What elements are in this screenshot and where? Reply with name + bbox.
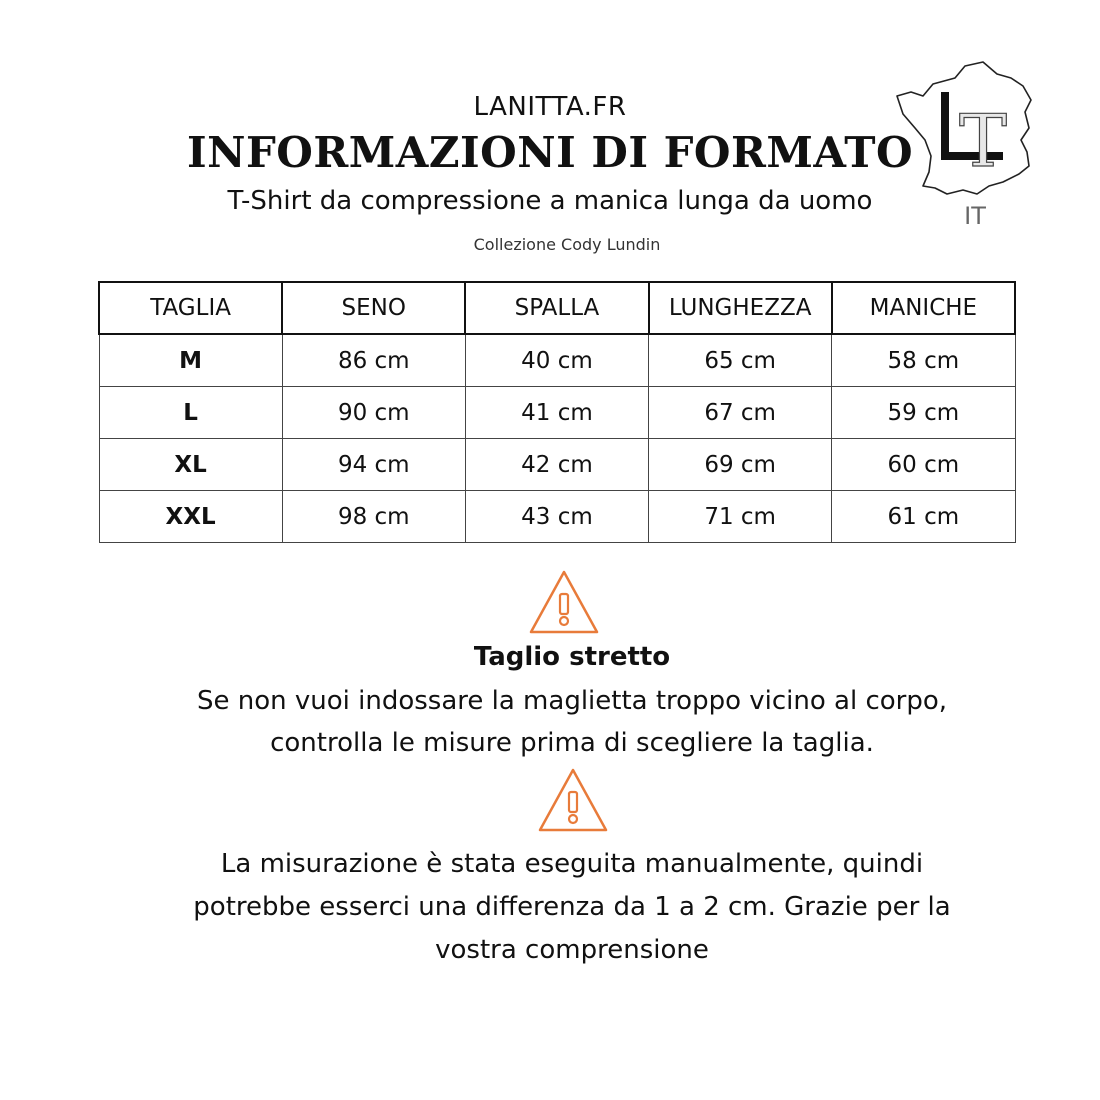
cell-spalla: 42 cm xyxy=(465,439,648,491)
size-table xyxy=(98,281,1016,543)
cell-spalla: 41 cm xyxy=(465,387,648,439)
measurement-note xyxy=(0,843,1100,972)
page-title: INFORMAZIONI DI FORMATO xyxy=(186,128,914,177)
france-map-logo xyxy=(893,56,1038,226)
table-row xyxy=(99,439,1015,491)
cell-spalla: 43 cm xyxy=(465,491,648,543)
cell-size: L xyxy=(99,387,282,439)
cell-lunghezza: 71 cm xyxy=(649,491,832,543)
cell-lunghezza: 67 cm xyxy=(649,387,832,439)
cell-size: XL xyxy=(99,439,282,491)
measurement-line: vostra comprensione xyxy=(435,935,709,965)
cell-maniche: 60 cm xyxy=(832,439,1015,491)
cell-seno: 90 cm xyxy=(282,387,465,439)
logo-letter-t: T xyxy=(958,99,1008,183)
table-row xyxy=(99,334,1015,387)
header-maniche: MANICHE xyxy=(832,282,1015,334)
header-lunghezza: LUNGHEZZA xyxy=(649,282,832,334)
warning-triangle-icon xyxy=(536,766,610,834)
measurement-line: La misurazione è stata eseguita manualmente, quindi xyxy=(220,849,924,879)
fit-warning-line: controlla le misure prima di scegliere la taglia. xyxy=(270,728,874,758)
fit-warning-title: Taglio stretto xyxy=(473,642,671,672)
fit-warning-line: Se non vuoi indossare la maglietta troppo vicino al corpo, xyxy=(196,686,948,716)
product-subtitle: T-Shirt da compressione a manica lunga da uomo xyxy=(227,186,873,216)
measurement-line: potrebbe esserci una differenza da 1 a 2 cm. Grazie per la xyxy=(193,892,951,922)
header-seno: SENO xyxy=(282,282,465,334)
logo-country: IT xyxy=(964,202,986,226)
cell-spalla: 40 cm xyxy=(465,334,648,387)
cell-maniche: 61 cm xyxy=(832,491,1015,543)
header-spalla: SPALLA xyxy=(465,282,648,334)
cell-seno: 94 cm xyxy=(282,439,465,491)
table-row xyxy=(99,387,1015,439)
table-row xyxy=(99,491,1015,543)
site-name: LANITTA.FR xyxy=(473,92,627,122)
fit-warning-text xyxy=(0,680,1100,764)
warning-triangle-icon xyxy=(527,568,601,636)
header-taglia: TAGLIA xyxy=(99,282,282,334)
table-header-row xyxy=(99,282,1015,334)
cell-seno: 98 cm xyxy=(282,491,465,543)
cell-maniche: 59 cm xyxy=(832,387,1015,439)
cell-lunghezza: 65 cm xyxy=(649,334,832,387)
cell-size: XXL xyxy=(99,491,282,543)
cell-maniche: 58 cm xyxy=(832,334,1015,387)
collection-label: Collezione Cody Lundin xyxy=(473,235,661,254)
cell-seno: 86 cm xyxy=(282,334,465,387)
cell-size: M xyxy=(99,334,282,387)
cell-lunghezza: 69 cm xyxy=(649,439,832,491)
